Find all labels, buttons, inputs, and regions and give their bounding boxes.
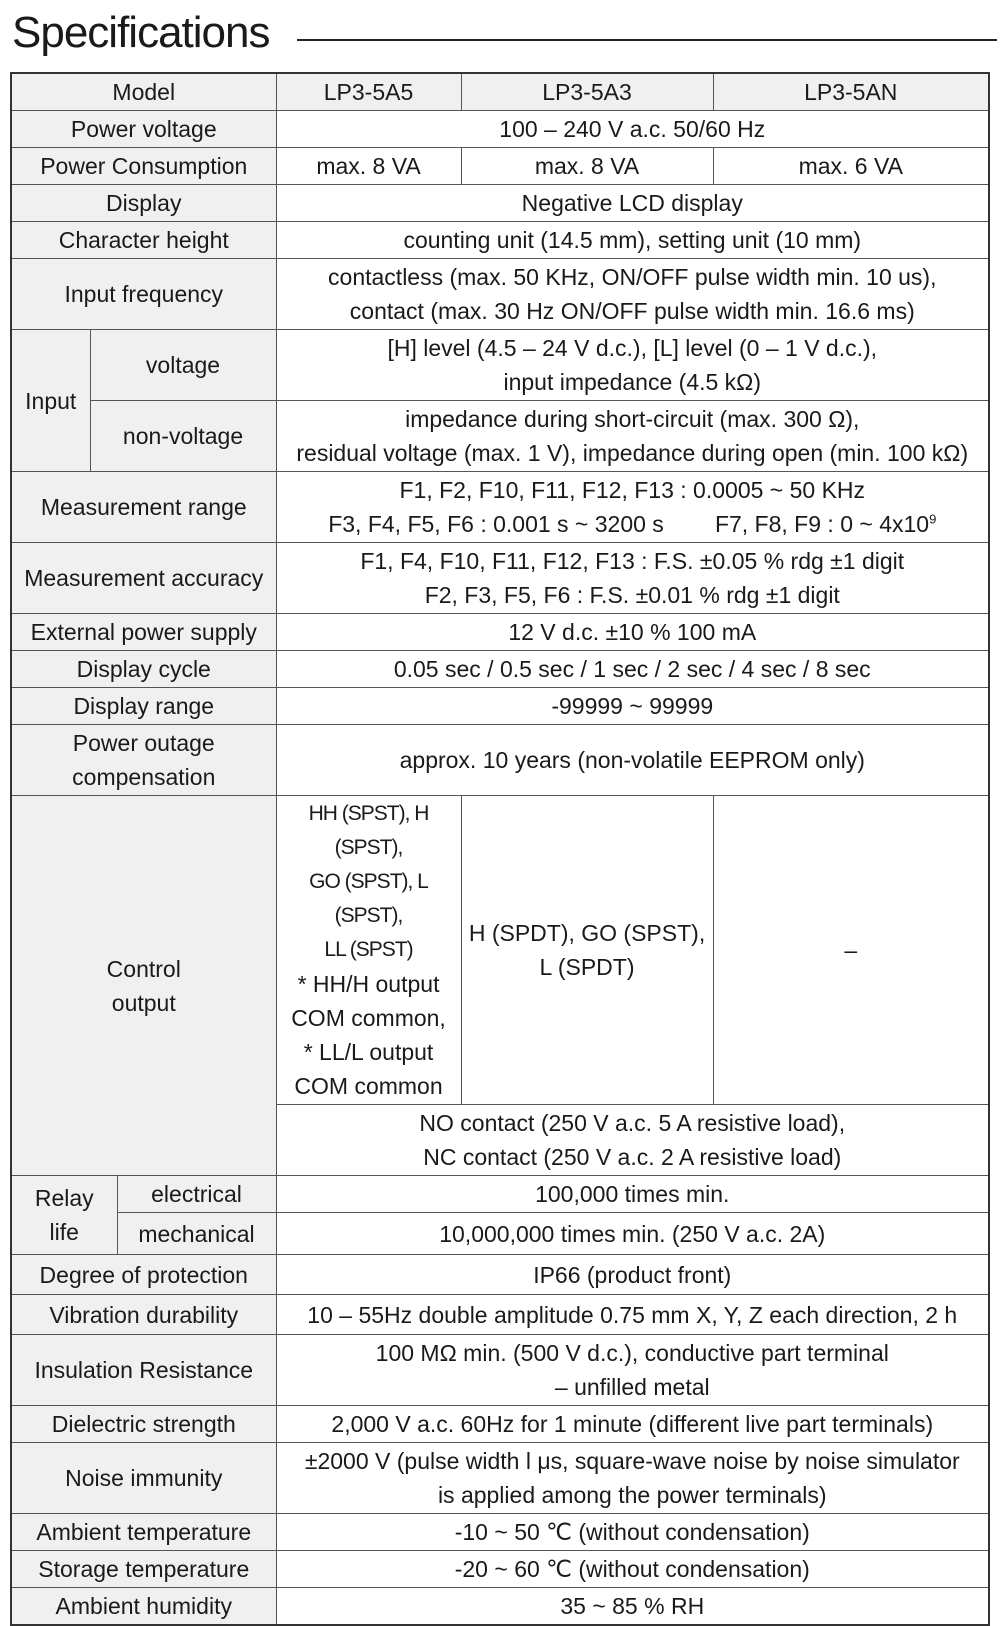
value-line: [H] level (4.5 – 24 V d.c.), [L] level (0 – 1 V d.c.),: [387, 335, 878, 361]
control-output-label: [11, 796, 276, 1176]
row-value: 12 V d.c. ±10 % 100 mA: [276, 614, 989, 651]
table-row: [11, 1176, 989, 1213]
range-exponent: 9: [929, 511, 937, 527]
table-row: [11, 259, 989, 330]
value-line: * HH/H output: [297, 971, 440, 997]
relay-mechanical-label: mechanical: [117, 1213, 276, 1255]
table-row: [11, 1255, 989, 1295]
row-value: 0.05 sec / 0.5 sec / 1 sec / 2 sec / 4 sec / 8 sec: [276, 651, 989, 688]
row-label: External power supply: [11, 614, 276, 651]
row-value: Negative LCD display: [276, 185, 989, 222]
value-line: impedance during short-circuit (max. 300 Ω),: [405, 406, 860, 432]
table-row: [11, 73, 989, 111]
value-line: HH (SPST), H (SPST),: [308, 802, 429, 859]
table-row: [11, 1551, 989, 1588]
value-line: COM common: [294, 1073, 443, 1099]
row-value: approx. 10 years (non-volatile EEPROM only): [276, 725, 989, 796]
table-row: [11, 1406, 989, 1443]
model-lp3-5a5: LP3-5A5: [276, 73, 461, 111]
relay-life-label: [11, 1176, 117, 1255]
row-value: [276, 1105, 989, 1176]
row-label: Display range: [11, 688, 276, 725]
table-row: [11, 330, 989, 401]
table-row: [11, 543, 989, 614]
label-line: Relay: [34, 1185, 94, 1211]
row-value: [276, 1443, 989, 1514]
row-value: [276, 1335, 989, 1406]
row-label: Insulation Resistance: [11, 1335, 276, 1406]
row-value: max. 8 VA: [461, 148, 713, 185]
table-row: [11, 185, 989, 222]
row-value: max. 8 VA: [276, 148, 461, 185]
value-line: COM common,: [291, 1005, 446, 1031]
value-line: ±2000 V (pulse width l μs, square-wave noise by noise simulator: [304, 1448, 960, 1474]
table-row: [11, 725, 989, 796]
row-value: counting unit (14.5 mm), setting unit (10 mm): [276, 222, 989, 259]
table-row: [11, 1335, 989, 1406]
page-title: Specifications: [12, 8, 270, 57]
row-value: -20 ~ 60 ℃ (without condensation): [276, 1551, 989, 1588]
table-row: [11, 222, 989, 259]
value-line: contactless (max. 50 KHz, ON/OFF pulse width min. 10 us),: [328, 264, 937, 290]
value-line: NO contact (250 V a.c. 5 A resistive load),: [419, 1110, 846, 1136]
row-value: IP66 (product front): [276, 1255, 989, 1295]
value-line: F1, F2, F10, F11, F12, F13 : 0.0005 ~ 50 KHz: [399, 477, 866, 503]
row-value: 2,000 V a.c. 60Hz for 1 minute (different live part terminals): [276, 1406, 989, 1443]
row-value: [276, 401, 989, 472]
row-label: Dielectric strength: [11, 1406, 276, 1443]
row-label: Noise immunity: [11, 1443, 276, 1514]
table-row: [11, 1588, 989, 1626]
input-nonvoltage-label: non-voltage: [90, 401, 276, 472]
value-line: [281, 507, 985, 541]
relay-electrical-label: electrical: [117, 1176, 276, 1213]
table-row: [11, 796, 989, 1105]
row-value: [276, 472, 989, 543]
input-voltage-label: voltage: [90, 330, 276, 401]
model-lp3-5a3: LP3-5A3: [461, 73, 713, 111]
table-row: [11, 401, 989, 472]
label-line: Power outage: [72, 730, 215, 756]
table-row: [11, 651, 989, 688]
value-line: LL (SPST): [324, 938, 413, 961]
label-line: compensation: [72, 764, 216, 790]
row-label: Power voltage: [11, 111, 276, 148]
row-label: Storage temperature: [11, 1551, 276, 1588]
row-value: [276, 330, 989, 401]
label-line: Control: [106, 955, 181, 982]
value-line: input impedance (4.5 kΩ): [503, 369, 762, 395]
control-output-lp3-5a5: [276, 796, 461, 1105]
row-label: Ambient humidity: [11, 1588, 276, 1626]
title-rule: [297, 39, 997, 41]
table-row: [11, 1295, 989, 1335]
row-value: 100,000 times min.: [276, 1176, 989, 1213]
row-value: -10 ~ 50 ℃ (without condensation): [276, 1514, 989, 1551]
row-label: Display cycle: [11, 651, 276, 688]
row-label: Power Consumption: [11, 148, 276, 185]
input-label: Input: [11, 330, 90, 472]
value-line: – unfilled metal: [554, 1374, 710, 1400]
section-header: [12, 6, 997, 66]
control-output-lp3-5an: –: [713, 796, 989, 1105]
spec-table: [10, 72, 990, 1626]
row-value: [276, 543, 989, 614]
table-row: [11, 1443, 989, 1514]
value-line: F1, F4, F10, F11, F12, F13 : F.S. ±0.05 % rdg ±1 digit: [360, 548, 905, 574]
table-row: [11, 688, 989, 725]
value-line: * LL/L output: [303, 1039, 434, 1065]
value-line: F2, F3, F5, F6 : F.S. ±0.01 % rdg ±1 digit: [424, 582, 840, 608]
table-row: [11, 148, 989, 185]
row-label: Input frequency: [11, 259, 276, 330]
value-line: GO (SPST), L (SPST),: [309, 870, 428, 927]
row-label: Vibration durability: [11, 1295, 276, 1335]
row-label: Character height: [11, 222, 276, 259]
model-label: Model: [11, 73, 276, 111]
row-label: Display: [11, 185, 276, 222]
value-line: H (SPDT), GO (SPST),: [468, 920, 706, 946]
table-row: [11, 1213, 989, 1255]
row-label: Degree of protection: [11, 1255, 276, 1295]
row-label: Measurement range: [11, 472, 276, 543]
value-line: contact (max. 30 Hz ON/OFF pulse width min. 16.6 ms): [349, 298, 915, 324]
table-row: [11, 614, 989, 651]
value-line: L (SPDT): [539, 954, 635, 980]
range-f7-f9: F7, F8, F9 : 0 ~ 4x10: [714, 511, 930, 537]
row-value: -99999 ~ 99999: [276, 688, 989, 725]
row-value: [276, 259, 989, 330]
value-line: NC contact (250 V a.c. 2 A resistive load): [423, 1144, 842, 1170]
row-value: 10,000,000 times min. (250 V a.c. 2A): [276, 1213, 989, 1255]
row-label: Measurement accuracy: [11, 543, 276, 614]
label-line: output: [111, 989, 176, 1016]
table-row: [11, 111, 989, 148]
control-output-lp3-5a3: [461, 796, 713, 1105]
value-line: 100 MΩ min. (500 V d.c.), conductive part terminal: [375, 1340, 889, 1366]
row-value: 10 – 55Hz double amplitude 0.75 mm X, Y, Z each direction, 2 h: [276, 1295, 989, 1335]
row-value: max. 6 VA: [713, 148, 989, 185]
table-row: [11, 472, 989, 543]
range-f3-f6: F3, F4, F5, F6 : 0.001 s ~ 3200 s: [328, 511, 664, 537]
value-line: residual voltage (max. 1 V), impedance during open (min. 100 kΩ): [296, 440, 969, 466]
row-value: 100 – 240 V a.c. 50/60 Hz: [276, 111, 989, 148]
row-label: Ambient temperature: [11, 1514, 276, 1551]
model-lp3-5an: LP3-5AN: [713, 73, 989, 111]
value-line: is applied among the power terminals): [437, 1482, 827, 1508]
row-label: [11, 725, 276, 796]
row-value: 35 ~ 85 % RH: [276, 1588, 989, 1626]
label-line: life: [49, 1219, 79, 1245]
table-row: [11, 1514, 989, 1551]
